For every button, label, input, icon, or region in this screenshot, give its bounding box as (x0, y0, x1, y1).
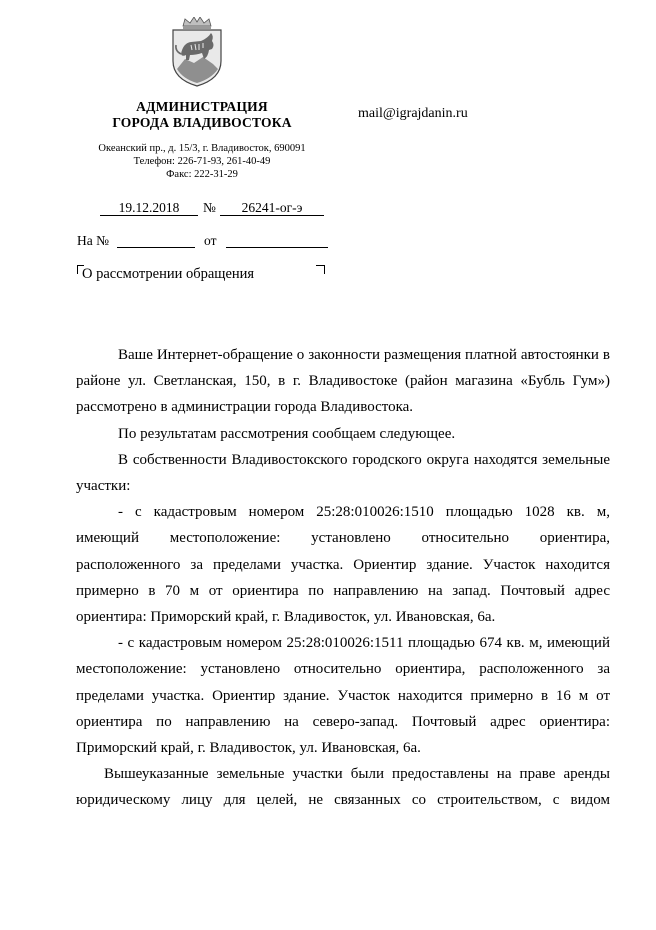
registration-number-label: № (203, 200, 216, 215)
letter-body (76, 342, 610, 814)
body-paragraph-6: Вышеуказанные земельные участки были предоставлены на праве аренды юридическому лицу для целей, не связанных со строительством, с видом (76, 766, 610, 809)
org-name-line-2: ГОРОДА ВЛАДИВОСТОКА (112, 115, 292, 130)
registration-date: 19.12.2018 (100, 200, 198, 216)
organization-name (96, 99, 308, 131)
reference-date-blank (226, 233, 328, 248)
incoming-reference (77, 233, 337, 249)
recipient-email: mail@igrajdanin.ru (358, 106, 468, 121)
body-paragraph-3: В собственности Владивостокского городского округа находятся земельные участки: (76, 451, 610, 495)
org-phone: Телефон: 226-71-93, 261-40-49 (133, 156, 271, 167)
registration-number: 26241-ог-э (220, 200, 324, 216)
body-paragraph-5: - с кадастровым номером 25:28:010026:1511 площадью 674 кв. м, имеющий местоположение: установлено относительно ориентира, расположенного за пределами участка. Ориентир здание. Участок находится примерно в 16 м от ориентира по направлению на северо-запад. Почтовый адрес ориентира: Приморский край, г. Владивосток, ул. Ивановская, 6а. (76, 635, 610, 757)
org-address: Океанский пр., д. 15/3, г. Владивосток, 690091 (98, 143, 306, 154)
body-paragraph-4: - с кадастровым номером 25:28:010026:1510 площадью 1028 кв. м, имеющий местоположение: установлено относительно ориентира, расположенного за пределами участка. Ориентир здание. Участок находится примерно в 70 м от ориентира по направлению на запад. Почтовый адрес ориентира: Приморский край, г. Владивосток, ул. Ивановская, 6а. (76, 504, 610, 626)
organization-contacts (76, 142, 328, 181)
vladivostok-coat-of-arms-icon (161, 17, 233, 87)
subject-bracket-right (316, 265, 325, 274)
body-paragraph-1: Ваше Интернет-обращение о законности размещения платной автостоянки в районе ул. Светланская, 150, в г. Владивостоке (район магазина «Бубль Гум») рассмотрено в администрации города Владивостока. (76, 347, 610, 416)
org-name-line-1: АДМИНИСТРАЦИЯ (136, 99, 268, 114)
reference-number-blank (117, 233, 195, 248)
outgoing-registration (100, 200, 324, 216)
body-paragraph-2: По результатам рассмотрения сообщаем следующее. (118, 425, 456, 442)
letter-subject: О рассмотрении обращения (82, 266, 255, 282)
org-fax: Факс: 222-31-29 (166, 169, 238, 180)
reference-number-label: На № (77, 233, 109, 248)
reference-date-label: от (204, 233, 217, 248)
